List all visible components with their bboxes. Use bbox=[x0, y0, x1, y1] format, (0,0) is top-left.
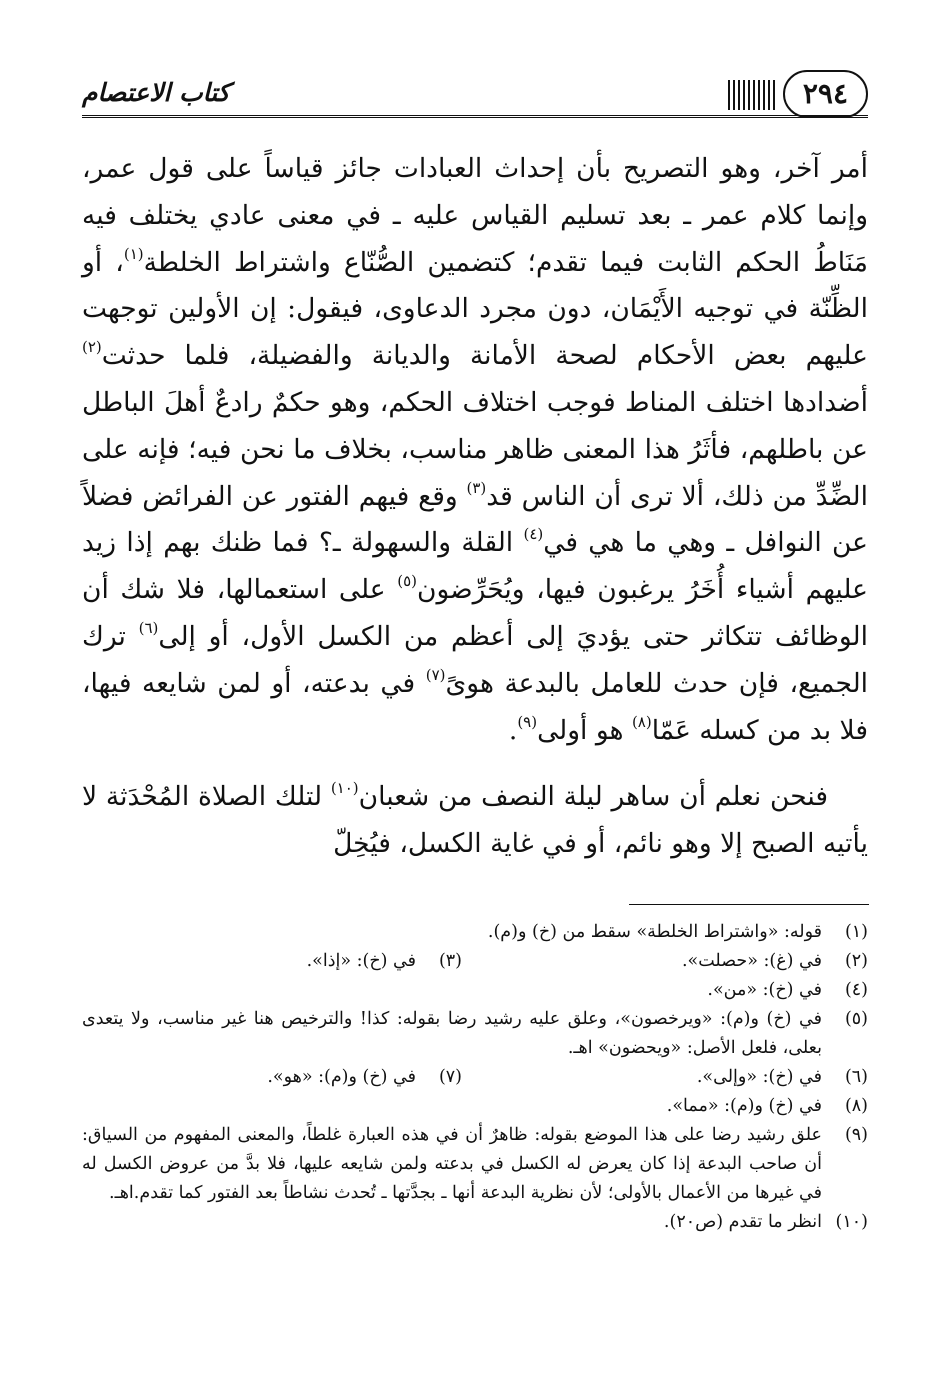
header-divider bbox=[82, 115, 868, 118]
paragraph-1: أمر آخر، وهو التصريح بأن إحداث العبادات جائز قياساً على قول عمر، وإنما كلام عمر ـ بعد تسليم القياس عليه ـ في معنى عادي يختلف فيه مَنَاطُ الحكم الثابت فيما تقدم؛ كتضمين الصُّنّاع واشتراط الخلطة$^{(١)}$، أو الظِّنّة في توجيه الأَيْمَان، دون مجرد الدعاوى، فيقول: إن الأولين توجهت عليهم بعض الأحكام لصحة الأمانة والديانة والفضيلة، فلما حدثت$^{(٢)}$ أضدادها اختلف المناط فوجب اختلاف الحكم، وهو حكمٌ رادعٌ أهلَ الباطل عن باطلهم، فأثَرُ هذا المعنى ظاهر مناسب، بخلاف ما نحن فيه؛ فإنه على الضِّدِّ من ذلك، ألا ترى أن الناس قد$^{(٣)}$ وقع فيهم الفتور عن الفرائض فضلاً عن النوافل ـ وهي ما هي في$^{(٤)}$ القلة والسهولة ـ؟ فما ظنك بهم إذا زيد عليهم أشياء أُخَرُ يرغبون فيها، ويُحَرِّضون$^{(٥)}$ على استعمالها، فلا شك أن الوظائف تتكاثر حتى يؤديَ إلى أعظم من الكسل الأول، أو إلى$^{(٦)}$ ترك الجميع، فإن حدث للعامل بالبدعة هوىً$^{(٧)}$ في بدعته، أو لمن شايعه فيها، فلا بد من كسله عَمّا$^{(٨)}$ هو أولى$^{(٩)}$. bbox=[82, 153, 868, 746]
footnote-5: (٥) في (خ) و(م): «ويرخصون»، وعلق عليه رشيد رضا بقوله: كذا! والترخيص هنا غير مناسب، ولا يتعدى بعلى، فلعل الأصل: «ويحضون» اهـ. bbox=[82, 1009, 868, 1058]
footnote-8: (٨) في (خ) و(م): «مما». bbox=[666, 1096, 868, 1116]
footnote-ref-7: (٧) bbox=[425, 665, 446, 684]
footnote-divider bbox=[629, 904, 869, 905]
footnote-ref-9: (٩) bbox=[517, 712, 538, 731]
footnotes bbox=[82, 918, 868, 1237]
footnote-ref-10: (١٠) bbox=[330, 779, 359, 798]
footnote-9: (٩) علق رشيد رضا على هذا الموضع بقوله: ظاهرٌ أن في هذه العبارة غلطاً، والمعنى المفهوم من السياق: أن صاحب البدعة إذا كان يعرض له الكسل في بدعته ولمن شايعه عليها، فلا بدَّ من عروض الكسل له في غيرها من الأعمال بالأولى؛ لأن نظرية البدعة أنها ـ بجدَّتها ـ تُحدث نشاطاً بعد الفتور كما تقدم.اهـ. bbox=[82, 1125, 868, 1203]
header-ornament bbox=[728, 80, 776, 110]
footnote-6-7: (٦) في (خ): «وإلى». (٧) في (خ) و(م): «هو». bbox=[267, 1067, 868, 1087]
footnote-ref-1: (١) bbox=[123, 244, 144, 263]
footnote-ref-5: (٥) bbox=[397, 572, 417, 591]
footnote-1: (١) قوله: «واشتراط الخلطة» سقط من (خ) و(م). bbox=[487, 922, 868, 942]
page-header bbox=[82, 62, 868, 118]
main-text bbox=[82, 146, 868, 868]
footnote-2-3: (٢) في (غ): «حصلت». (٣) في (خ): «إذا». bbox=[306, 951, 868, 971]
footnote-ref-4: (٤) bbox=[523, 525, 544, 544]
page-number: ٢٩٤ bbox=[783, 70, 868, 118]
footnote-4: (٤) في (خ): «من». bbox=[707, 980, 868, 1000]
footnote-ref-3: (٣) bbox=[466, 478, 487, 497]
paragraph-2: فنحن نعلم أن ساهر ليلة النصف من شعبان$^{(١٠)}$ لتلك الصلاة المُحْدَثة لا يأتيه الصبح إلا وهو نائم، أو في غاية الكسل، فيُخِلّ bbox=[82, 779, 868, 860]
footnote-ref-2: (٢) bbox=[82, 338, 102, 357]
footnote-ref-6: (٦) bbox=[138, 618, 159, 637]
book-title: كتاب الاعتصام bbox=[82, 78, 230, 107]
footnote-10: (١٠) انظر ما تقدم (ص٢٠). bbox=[663, 1212, 868, 1232]
footnote-ref-8: (٨) bbox=[631, 712, 652, 731]
